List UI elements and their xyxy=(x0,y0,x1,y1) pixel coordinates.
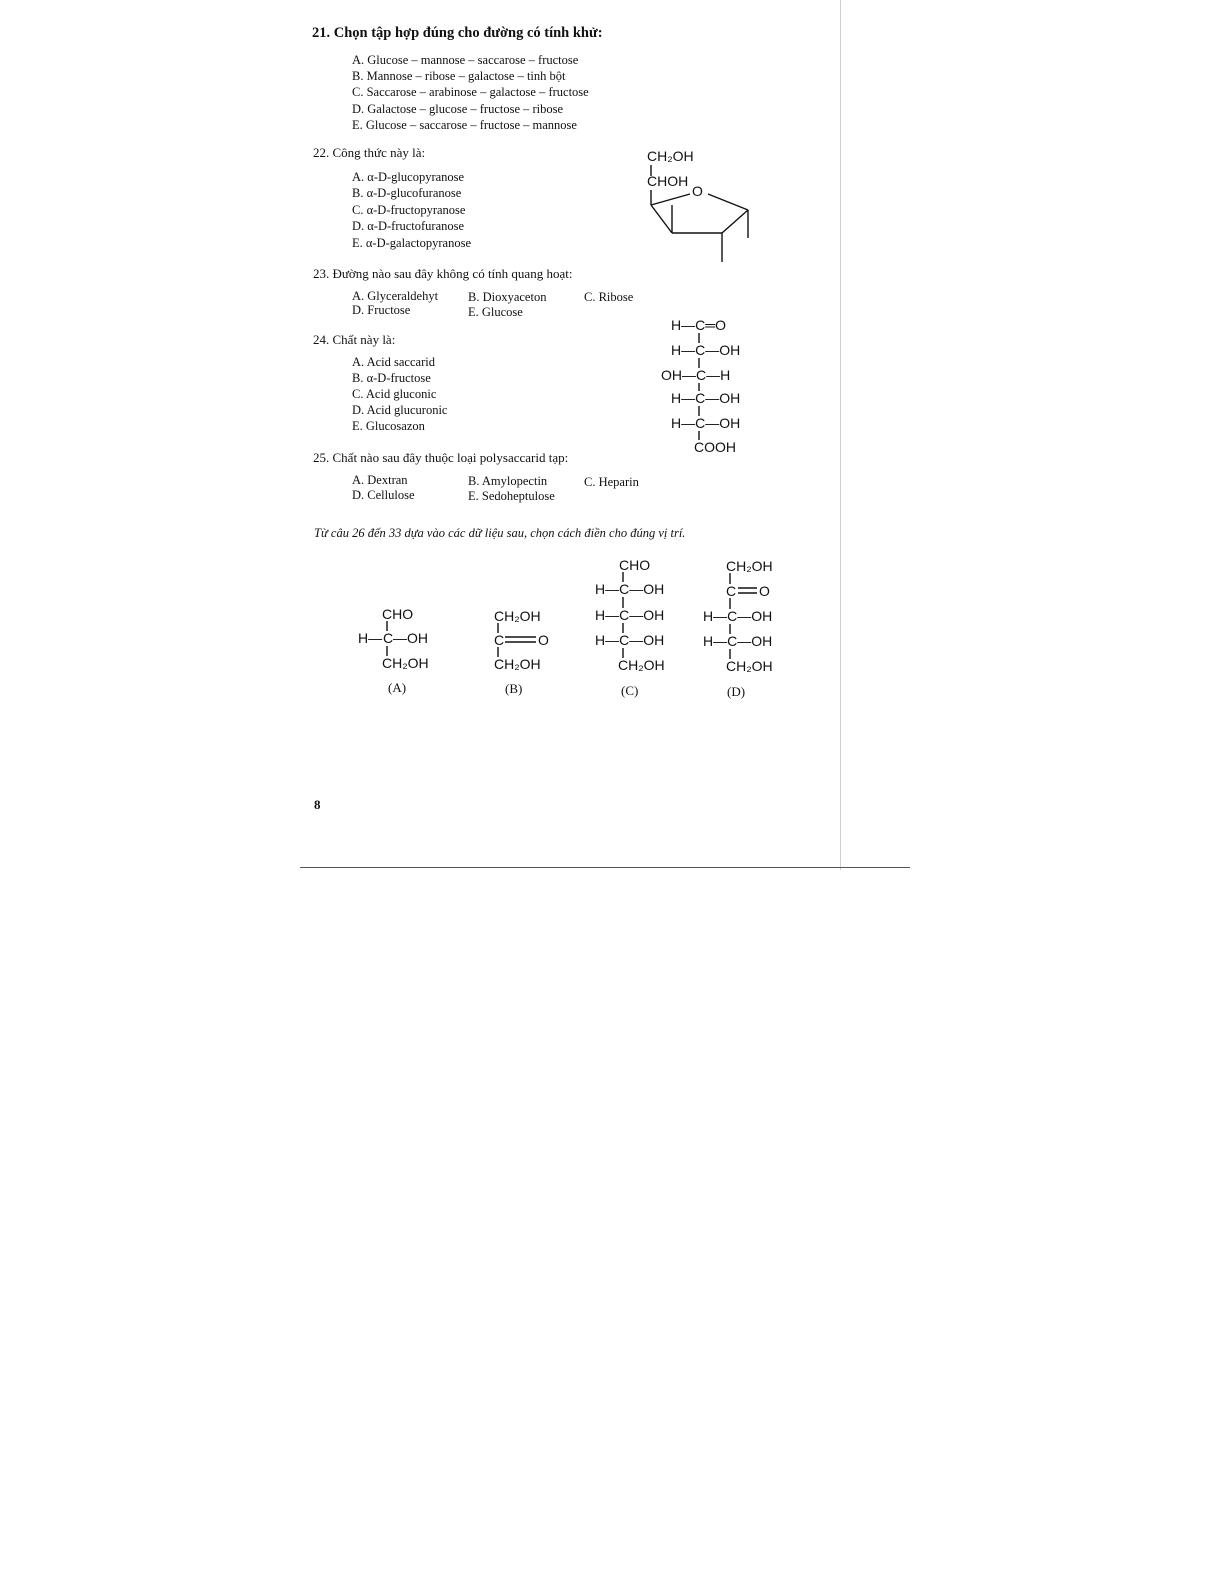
q25-option-e: E. Sedoheptulose xyxy=(468,489,555,503)
page-number: 8 xyxy=(314,797,321,812)
q23-title: 23. Đường nào sau đây không có tính quang hoạt: xyxy=(313,266,573,281)
struct-c-label: (C) xyxy=(621,683,639,698)
struct-d-row-2: H—C—OH xyxy=(703,633,773,649)
struct-d-label: (D) xyxy=(727,684,746,699)
struct-d-keto-c: C xyxy=(726,583,737,599)
struct-b-bottom: CH₂OH xyxy=(494,656,541,672)
q24-title: 24. Chất này là: xyxy=(313,332,396,347)
q22-ring-o-right xyxy=(708,194,748,210)
q25-option-c: C. Heparin xyxy=(584,475,639,489)
q22-title: 22. Công thức này là: xyxy=(313,145,426,160)
q21-option-e: E. Glucose – saccarose – fructose – mannose xyxy=(352,118,577,132)
q24-row-1: H—C═O xyxy=(671,317,727,333)
q23-option-e: E. Glucose xyxy=(468,305,523,319)
struct-c-top: CHO xyxy=(619,557,651,573)
q21-option-a: A. Glucose – mannose – saccarose – fructose xyxy=(352,53,579,67)
struct-c-row-1: H—C—OH xyxy=(595,581,665,597)
q24-row-5: H—C—OH xyxy=(671,415,741,431)
q23-option-b: B. Dioxyaceton xyxy=(468,290,547,304)
struct-b-center: C xyxy=(494,632,505,648)
struct-a-bottom: CH₂OH xyxy=(382,655,429,671)
struct-d-row-1: H—C—OH xyxy=(703,608,773,624)
struct-a-label: (A) xyxy=(388,680,407,695)
q24-option-a: A. Acid saccarid xyxy=(352,355,435,369)
struct-a-right: —OH xyxy=(393,630,428,646)
struct-b-top: CH₂OH xyxy=(494,608,541,624)
q22-option-a: A. α-D-glucopyranose xyxy=(352,170,465,184)
q23-option-c: C. Ribose xyxy=(584,290,634,304)
instruction-note: Từ câu 26 đến 33 dựa vào các dữ liệu sau, chọn cách điền cho đúng vị trí. xyxy=(314,526,686,540)
struct-b-label: (B) xyxy=(505,681,523,696)
q23-option-a: A. Glyceraldehyt xyxy=(352,289,439,303)
struct-a-top: CHO xyxy=(382,606,414,622)
q21-option-b: B. Mannose – ribose – galactose – tinh bột xyxy=(352,69,566,83)
q22-option-e: E. α-D-galactopyranose xyxy=(352,236,472,250)
q22-option-c: C. α-D-fructopyranose xyxy=(352,203,466,217)
struct-a-center: C xyxy=(383,630,394,646)
struct-c-bottom: CH₂OH xyxy=(618,657,665,673)
q25-option-d: D. Cellulose xyxy=(352,488,415,502)
q24-option-b: B. α-D-fructose xyxy=(352,371,431,385)
struct-a-left: H— xyxy=(358,630,383,646)
q24-row-6: COOH xyxy=(694,439,736,455)
q24-option-e: E. Glucosazon xyxy=(352,419,425,433)
q25-option-b: B. Amylopectin xyxy=(468,474,548,488)
struct-d-bottom: CH₂OH xyxy=(726,658,773,674)
q22-ring-left-o xyxy=(651,194,690,205)
q22-ring-left-down xyxy=(651,205,672,233)
q24-row-3: OH—C—H xyxy=(661,367,731,383)
q24-row-2: H—C—OH xyxy=(671,342,741,358)
q22-option-d: D. α-D-fructofuranose xyxy=(352,219,465,233)
q21-title: 21. Chọn tập hợp đúng cho đường có tính khử: xyxy=(312,25,603,41)
q22-option-b: B. α-D-glucofuranose xyxy=(352,186,462,200)
struct-c-row-2: H—C—OH xyxy=(595,607,665,623)
struct-c-row-3: H—C—OH xyxy=(595,632,665,648)
struct-d-top: CH₂OH xyxy=(726,558,773,574)
q21-option-d: D. Galactose – glucose – fructose – ribose xyxy=(352,102,564,116)
struct-d-keto-o: O xyxy=(759,583,770,599)
q24-option-c: C. Acid gluconic xyxy=(352,387,437,401)
q22-ch2oh: CH₂OH xyxy=(647,148,694,164)
q24-option-d: D. Acid glucuronic xyxy=(352,403,448,417)
q22-ring-oxygen: O xyxy=(692,183,703,199)
q22-choh: CHOH xyxy=(647,173,689,189)
q24-row-4: H—C—OH xyxy=(671,390,741,406)
q23-option-d: D. Fructose xyxy=(352,303,411,317)
q22-ring-right-up xyxy=(722,210,748,233)
struct-b-oxygen: O xyxy=(538,632,549,648)
q25-title: 25. Chất nào sau đây thuộc loại polysaccarid tạp: xyxy=(313,450,569,465)
q25-option-a: A. Dextran xyxy=(352,473,408,487)
q21-option-c: C. Saccarose – arabinose – galactose – fructose xyxy=(352,85,589,99)
